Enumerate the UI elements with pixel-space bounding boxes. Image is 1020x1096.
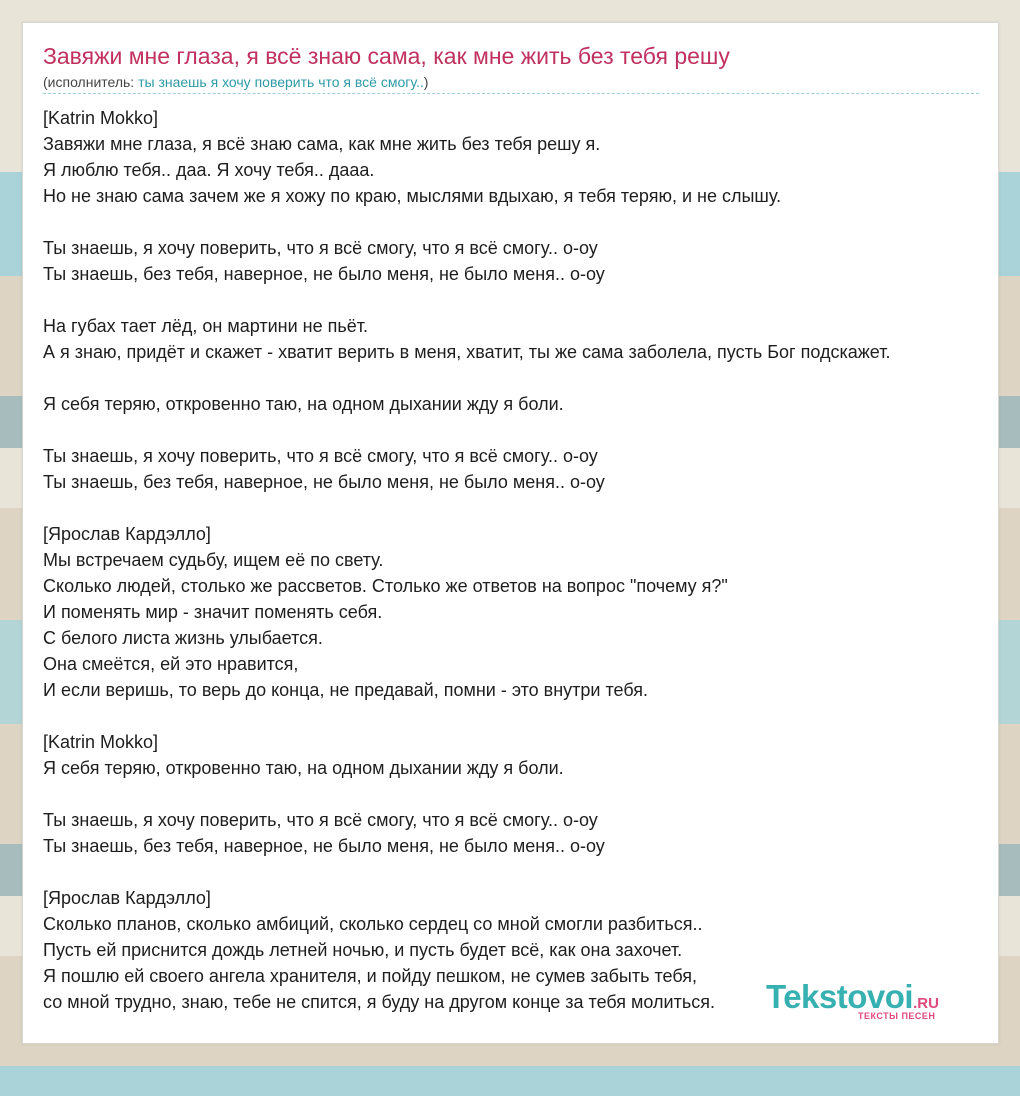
lyric-line: Сколько планов, сколько амбиций, сколько сердец со мной смогли разбиться.. [43,914,703,934]
stanza-gap [43,703,999,729]
stanza-gap [43,209,999,235]
stanza-gap [43,859,999,885]
lyric-line: Ты знаешь, я хочу поверить, что я всё смогу, что я всё смогу.. о-оу [43,238,598,258]
lyric-line: Я люблю тебя.. даа. Я хочу тебя.. дааа. [43,160,375,180]
lyric-line: Ты знаешь, без тебя, наверное, не было меня, не было меня.. о-оу [43,472,605,492]
lyric-line: Ты знаешь, без тебя, наверное, не было меня, не было меня.. о-оу [43,264,605,284]
lyric-line: Я себя теряю, откровенно таю, на одном дыхании жду я боли. [43,758,564,778]
stanza-gap [43,287,999,313]
stanza-gap [43,417,999,443]
logo-tagline: ТЕКСТЫ ПЕСЕН [858,1011,936,1021]
lyric-line: Она смеётся, ей это нравится, [43,654,299,674]
lyrics-card [22,22,999,1044]
lyric-line: [Katrin Mokko] [43,108,159,128]
lyric-line: [Ярослав Кардэлло] [43,888,211,908]
lyric-line: С белого листа жизнь улыбается. [43,628,323,648]
lyric-line: Ты знаешь, без тебя, наверное, не было меня, не было меня.. о-оу [43,836,605,856]
logo-name: Tekstovoi [766,978,914,1015]
lyric-line: Мы встречаем судьбу, ищем её по свету. [43,550,384,570]
lyric-line: Я пошлю ей своего ангела хранителя, и пойду пешком, не сумев забыть тебя, [43,966,697,986]
lyric-line: На губах тает лёд, он мартини не пьёт. [43,316,369,336]
lyric-line: Пусть ей приснится дождь летней ночью, и пусть будет всё, как она захочет. [43,940,683,960]
lyric-line: Я себя теряю, откровенно таю, на одном дыхании жду я боли. [43,394,564,414]
title-divider [43,93,979,94]
lyric-line: А я знаю, придёт и скажет - хватит верить в меня, хватит, ты же сама заболела, пусть Бог подскажет. [43,342,891,362]
artist-line [43,74,428,90]
artist-suffix: ) [423,74,429,90]
lyric-line: И если веришь, то верь до конца, не предавай, помни - это внутри тебя. [43,680,649,700]
logo-domain: .RU [913,995,939,1012]
lyric-line: Ты знаешь, я хочу поверить, что я всё смогу, что я всё смогу.. о-оу [43,810,598,830]
site-logo[interactable] [766,978,939,1021]
stanza-gap [43,365,999,391]
artist-link[interactable]: ты знаешь я хочу поверить что я всё смогу.. [138,74,424,90]
lyric-line: [Katrin Mokko] [43,732,159,752]
lyric-line: [Ярослав Кардэлло] [43,524,211,544]
lyric-line: Сколько людей, столько же рассветов. Столько же ответов на вопрос "почему я?" [43,576,728,596]
artist-prefix: (исполнитель: [43,74,139,90]
lyric-line: Но не знаю сама зачем же я хожу по краю, мыслями вдыхаю, я тебя теряю, и не слышу. [43,186,782,206]
stanza-gap [43,781,999,807]
background-stripe [0,1066,1020,1096]
lyric-line: со мной трудно, знаю, тебе не спится, я буду на другом конце за тебя молиться. [43,992,715,1012]
stanza-gap [43,495,999,521]
lyric-line: И поменять мир - значит поменять себя. [43,602,383,622]
lyric-line: Завяжи мне глаза, я всё знаю сама, как мне жить без тебя решу я. [43,134,601,154]
lyrics-text [43,105,999,1015]
page-title: Завяжи мне глаза, я всё знаю сама, как мне жить без тебя решу [43,43,730,69]
lyric-line: Ты знаешь, я хочу поверить, что я всё смогу, что я всё смогу.. о-оу [43,446,598,466]
